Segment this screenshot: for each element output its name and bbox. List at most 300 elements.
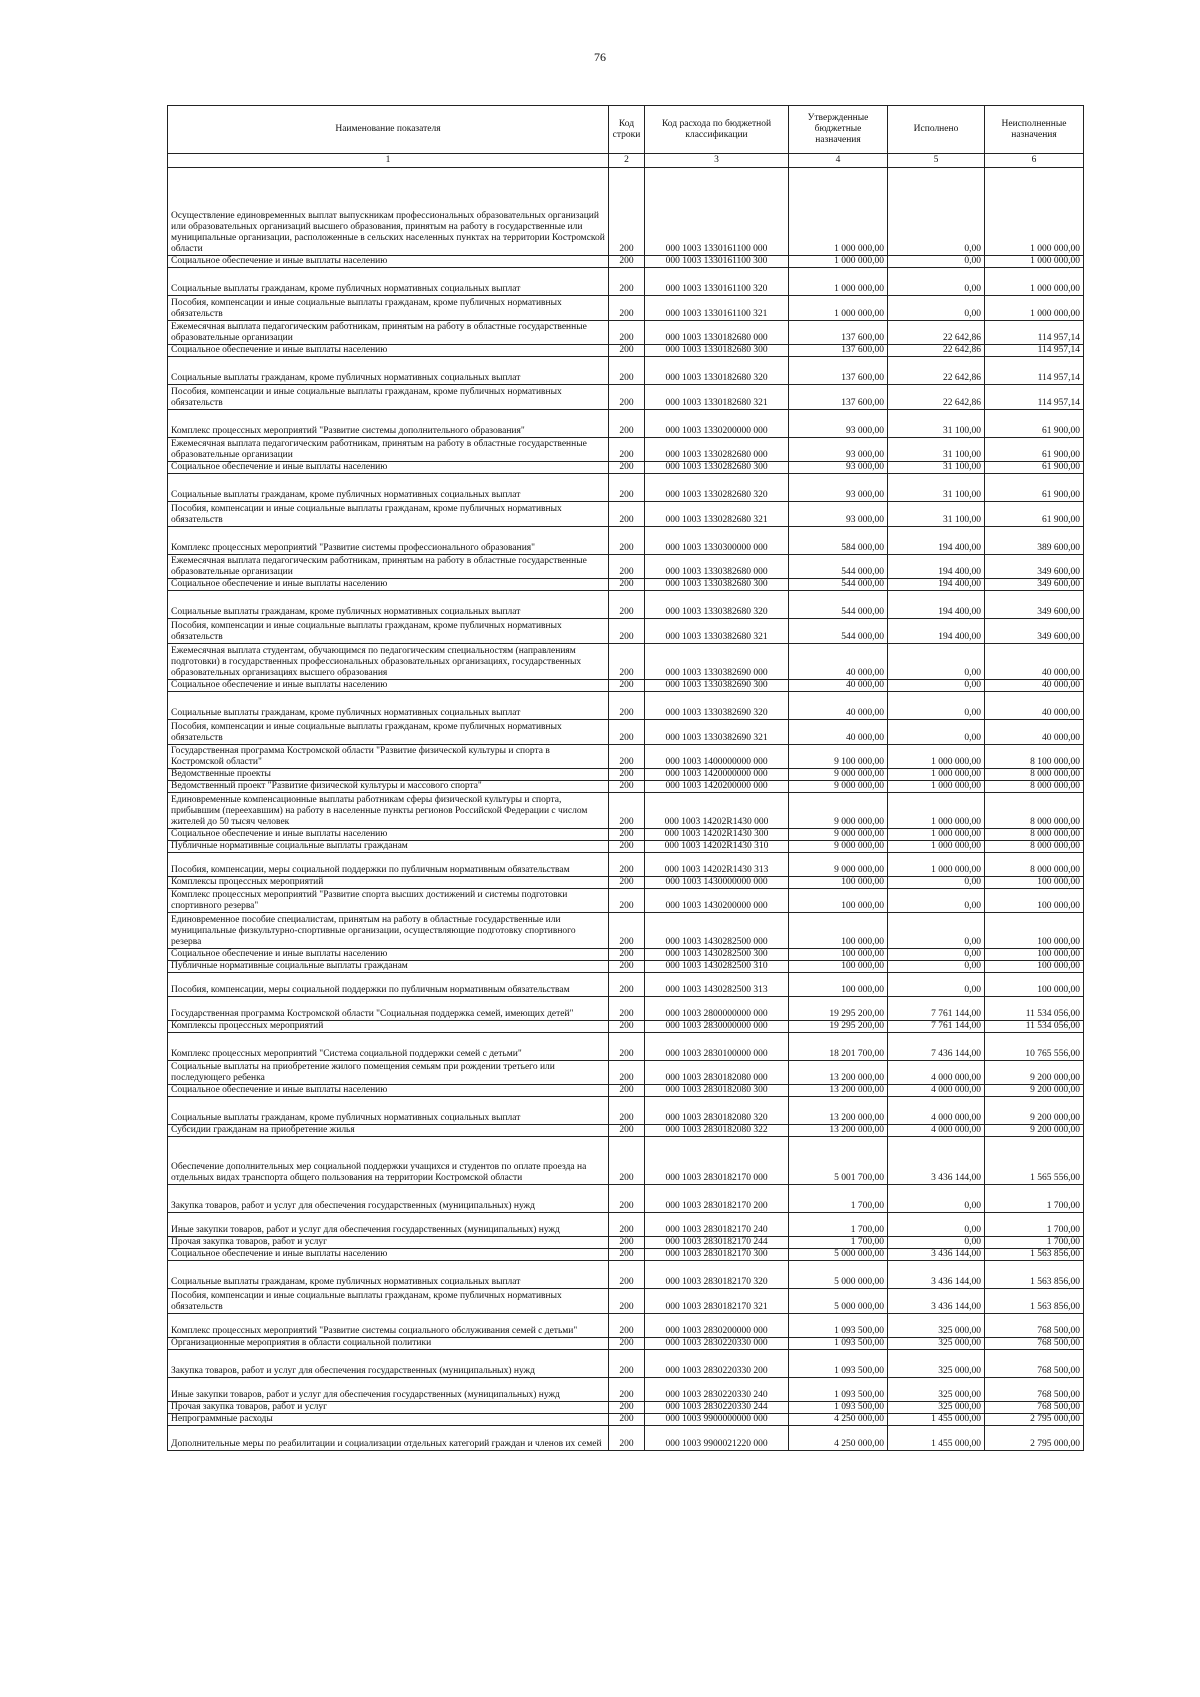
- table-row: [168, 973, 1084, 997]
- cell-classification-code: 000 1003 1400000000 000: [645, 745, 789, 769]
- cell-line-code: 200: [609, 680, 645, 692]
- header-classification: Код расхода по бюджетной классификации: [645, 106, 789, 154]
- table-row: [168, 296, 1084, 321]
- cell-classification-code: 000 1003 14202R1430 000: [645, 793, 789, 829]
- cell-remaining: 114 957,14: [985, 321, 1084, 345]
- cell-executed: 3 436 144,00: [888, 1289, 985, 1314]
- cell-classification-code: 000 1003 14202R1430 300: [645, 829, 789, 841]
- header-name: Наименование показателя: [168, 106, 609, 154]
- table-row: [168, 1097, 1084, 1125]
- cell-executed: 194 400,00: [888, 619, 985, 644]
- cell-name: Пособия, компенсации и иные социальные выплаты гражданам, кроме публичных нормативных обязательств: [168, 385, 609, 410]
- cell-line-code: 200: [609, 256, 645, 268]
- cell-name: Социальное обеспечение и иные выплаты населению: [168, 949, 609, 961]
- table-row: [168, 321, 1084, 345]
- cell-approved: 9 000 000,00: [789, 793, 888, 829]
- table-row: [168, 1350, 1084, 1378]
- cell-line-code: 200: [609, 410, 645, 438]
- cell-executed: 4 000 000,00: [888, 1097, 985, 1125]
- cell-remaining: 114 957,14: [985, 385, 1084, 410]
- cell-executed: 0,00: [888, 973, 985, 997]
- cell-executed: 0,00: [888, 913, 985, 949]
- cell-approved: 544 000,00: [789, 555, 888, 579]
- cell-name: Осуществление единовременных выплат выпускникам профессиональных образовательных организаций или образовательных организаций высшего образования, принятым на работу в государственные или муниципальные организации, расположенные в сельских населенных пунктах на территории Костромской области: [168, 168, 609, 256]
- cell-executed: 3 436 144,00: [888, 1261, 985, 1289]
- cell-executed: 1 000 000,00: [888, 853, 985, 877]
- cell-remaining: 61 900,00: [985, 410, 1084, 438]
- table-row: [168, 462, 1084, 474]
- cell-line-code: 200: [609, 1426, 645, 1451]
- cell-classification-code: 000 1003 2830182080 000: [645, 1061, 789, 1085]
- cell-remaining: 8 000 000,00: [985, 793, 1084, 829]
- cell-remaining: 100 000,00: [985, 913, 1084, 949]
- cell-approved: 1 093 500,00: [789, 1402, 888, 1414]
- cell-classification-code: 000 1003 1430282500 313: [645, 973, 789, 997]
- cell-name: Социальное обеспечение и иные выплаты населению: [168, 1085, 609, 1097]
- cell-approved: 13 200 000,00: [789, 1097, 888, 1125]
- cell-classification-code: 000 1003 2830100000 000: [645, 1033, 789, 1061]
- cell-name: Пособия, компенсации и иные социальные выплаты гражданам, кроме публичных нормативных обязательств: [168, 720, 609, 745]
- cell-executed: 1 000 000,00: [888, 829, 985, 841]
- cell-line-code: 200: [609, 1289, 645, 1314]
- cell-approved: 100 000,00: [789, 889, 888, 913]
- cell-classification-code: 000 1003 1330200000 000: [645, 410, 789, 438]
- cell-remaining: 40 000,00: [985, 692, 1084, 720]
- header-code: Код строки: [609, 106, 645, 154]
- cell-classification-code: 000 1003 2830220330 240: [645, 1378, 789, 1402]
- cell-executed: 0,00: [888, 1213, 985, 1237]
- cell-executed: 1 000 000,00: [888, 781, 985, 793]
- cell-approved: 1 093 500,00: [789, 1338, 888, 1350]
- cell-line-code: 200: [609, 1338, 645, 1350]
- cell-approved: 13 200 000,00: [789, 1061, 888, 1085]
- cell-classification-code: 000 1003 1330182680 321: [645, 385, 789, 410]
- cell-name: Пособия, компенсации и иные социальные выплаты гражданам, кроме публичных нормативных обязательств: [168, 1289, 609, 1314]
- cell-classification-code: 000 1003 14202R1430 313: [645, 853, 789, 877]
- table-row: [168, 579, 1084, 591]
- cell-name: Иные закупки товаров, работ и услуг для обеспечения государственных (муниципальных) нужд: [168, 1378, 609, 1402]
- cell-name: Ежемесячная выплата студентам, обучающимся по педагогическим специальностям (направлениям подготовки) в государственных профессиональных образовательных организациях, государственных образовательных организациях высшего образования: [168, 644, 609, 680]
- cell-name: Социальные выплаты на приобретение жилого помещения семьям при рождении третьего или последующего ребенка: [168, 1061, 609, 1085]
- cell-name: Комплекс процессных мероприятий "Развитие системы профессионального образования": [168, 527, 609, 555]
- cell-name: Ежемесячная выплата педагогическим работникам, принятым на работу в областные государственные образовательные организации: [168, 438, 609, 462]
- cell-remaining: 114 957,14: [985, 345, 1084, 357]
- cell-executed: 194 400,00: [888, 579, 985, 591]
- cell-executed: 22 642,86: [888, 357, 985, 385]
- cell-classification-code: 000 1003 14202R1430 310: [645, 841, 789, 853]
- cell-name: Субсидии гражданам на приобретение жилья: [168, 1125, 609, 1137]
- cell-name: Публичные нормативные социальные выплаты гражданам: [168, 841, 609, 853]
- cell-remaining: 349 600,00: [985, 619, 1084, 644]
- cell-classification-code: 000 1003 2830182170 320: [645, 1261, 789, 1289]
- cell-executed: 325 000,00: [888, 1378, 985, 1402]
- cell-executed: 0,00: [888, 720, 985, 745]
- cell-approved: 93 000,00: [789, 462, 888, 474]
- cell-line-code: 200: [609, 168, 645, 256]
- cell-executed: 0,00: [888, 268, 985, 296]
- cell-approved: 93 000,00: [789, 438, 888, 462]
- cell-classification-code: 000 1003 1330161100 321: [645, 296, 789, 321]
- cell-name: Пособия, компенсации, меры социальной поддержки по публичным нормативным обязательствам: [168, 853, 609, 877]
- cell-approved: 137 600,00: [789, 321, 888, 345]
- cell-line-code: 200: [609, 973, 645, 997]
- cell-executed: 3 436 144,00: [888, 1137, 985, 1185]
- cell-executed: 31 100,00: [888, 462, 985, 474]
- cell-approved: 9 100 000,00: [789, 745, 888, 769]
- cell-name: Прочая закупка товаров, работ и услуг: [168, 1402, 609, 1414]
- cell-name: Социальные выплаты гражданам, кроме публичных нормативных социальных выплат: [168, 474, 609, 502]
- table-row: [168, 619, 1084, 644]
- cell-remaining: 768 500,00: [985, 1378, 1084, 1402]
- cell-classification-code: 000 1003 2830182170 300: [645, 1249, 789, 1261]
- cell-line-code: 200: [609, 438, 645, 462]
- table-row: [168, 168, 1084, 256]
- cell-line-code: 200: [609, 644, 645, 680]
- cell-executed: 0,00: [888, 949, 985, 961]
- cell-classification-code: 000 1003 1420200000 000: [645, 781, 789, 793]
- cell-approved: 93 000,00: [789, 410, 888, 438]
- cell-approved: 100 000,00: [789, 973, 888, 997]
- cell-line-code: 200: [609, 793, 645, 829]
- table-row: [168, 1426, 1084, 1451]
- cell-line-code: 200: [609, 502, 645, 527]
- budget-execution-table: [167, 105, 1084, 1451]
- cell-classification-code: 000 1003 1330282680 321: [645, 502, 789, 527]
- cell-classification-code: 000 1003 1330282680 000: [645, 438, 789, 462]
- cell-name: Социальные выплаты гражданам, кроме публичных нормативных социальных выплат: [168, 268, 609, 296]
- cell-name: Непрограммные расходы: [168, 1414, 609, 1426]
- table-row: [168, 680, 1084, 692]
- cell-approved: 137 600,00: [789, 357, 888, 385]
- cell-approved: 544 000,00: [789, 579, 888, 591]
- cell-remaining: 40 000,00: [985, 720, 1084, 745]
- table-row: [168, 745, 1084, 769]
- cell-line-code: 200: [609, 579, 645, 591]
- cell-remaining: 349 600,00: [985, 579, 1084, 591]
- cell-executed: 0,00: [888, 644, 985, 680]
- cell-executed: 325 000,00: [888, 1350, 985, 1378]
- table-row: [168, 438, 1084, 462]
- cell-line-code: 200: [609, 1249, 645, 1261]
- table-row: [168, 357, 1084, 385]
- cell-name: Социальное обеспечение и иные выплаты населению: [168, 1249, 609, 1261]
- cell-name: Социальное обеспечение и иные выплаты населению: [168, 345, 609, 357]
- cell-classification-code: 000 1003 1330161100 320: [645, 268, 789, 296]
- table-row: [168, 781, 1084, 793]
- cell-classification-code: 000 1003 1330182680 000: [645, 321, 789, 345]
- cell-approved: 18 201 700,00: [789, 1033, 888, 1061]
- cell-classification-code: 000 1003 1430282500 000: [645, 913, 789, 949]
- cell-name: Публичные нормативные социальные выплаты гражданам: [168, 961, 609, 973]
- cell-executed: 4 000 000,00: [888, 1085, 985, 1097]
- cell-name: Социальное обеспечение и иные выплаты населению: [168, 680, 609, 692]
- table-column-numbers-row: [168, 154, 1084, 168]
- column-number: 5: [888, 154, 985, 168]
- cell-executed: 0,00: [888, 1237, 985, 1249]
- cell-line-code: 200: [609, 949, 645, 961]
- cell-executed: 7 761 144,00: [888, 997, 985, 1021]
- cell-name: Ведомственный проект "Развитие физической культуры и массового спорта": [168, 781, 609, 793]
- cell-line-code: 200: [609, 961, 645, 973]
- cell-remaining: 61 900,00: [985, 502, 1084, 527]
- cell-name: Ежемесячная выплата педагогическим работникам, принятым на работу в областные государственные образовательные организации: [168, 321, 609, 345]
- cell-name: Социальные выплаты гражданам, кроме публичных нормативных социальных выплат: [168, 357, 609, 385]
- table-row: [168, 1249, 1084, 1261]
- cell-approved: 40 000,00: [789, 692, 888, 720]
- cell-line-code: 200: [609, 385, 645, 410]
- cell-remaining: 1 563 856,00: [985, 1261, 1084, 1289]
- cell-approved: 5 000 000,00: [789, 1289, 888, 1314]
- table-row: [168, 555, 1084, 579]
- cell-executed: 325 000,00: [888, 1402, 985, 1414]
- cell-name: Государственная программа Костромской области "Развитие физической культуры и спорта в Костромской области": [168, 745, 609, 769]
- cell-name: Ежемесячная выплата педагогическим работникам, принятым на работу в областные государственные образовательные организации: [168, 555, 609, 579]
- cell-line-code: 200: [609, 1378, 645, 1402]
- cell-remaining: 1 565 556,00: [985, 1137, 1084, 1185]
- cell-classification-code: 000 1003 1330382680 321: [645, 619, 789, 644]
- cell-classification-code: 000 1003 2830182170 321: [645, 1289, 789, 1314]
- page-number: 76: [594, 50, 606, 64]
- cell-line-code: 200: [609, 321, 645, 345]
- cell-line-code: 200: [609, 720, 645, 745]
- cell-approved: 137 600,00: [789, 385, 888, 410]
- cell-line-code: 200: [609, 345, 645, 357]
- cell-name: Социальные выплаты гражданам, кроме публичных нормативных социальных выплат: [168, 591, 609, 619]
- cell-line-code: 200: [609, 1061, 645, 1085]
- cell-name: Комплекс процессных мероприятий "Развитие системы социального обслуживания семей с детьми": [168, 1314, 609, 1338]
- cell-approved: 9 000 000,00: [789, 769, 888, 781]
- cell-approved: 4 250 000,00: [789, 1414, 888, 1426]
- cell-classification-code: 000 1003 1430000000 000: [645, 877, 789, 889]
- cell-approved: 1 000 000,00: [789, 168, 888, 256]
- cell-executed: 7 761 144,00: [888, 1021, 985, 1033]
- table-row: [168, 345, 1084, 357]
- cell-classification-code: 000 1003 1330161100 000: [645, 168, 789, 256]
- cell-line-code: 200: [609, 527, 645, 555]
- table-row: [168, 591, 1084, 619]
- table-row: [168, 853, 1084, 877]
- cell-line-code: 200: [609, 692, 645, 720]
- cell-classification-code: 000 1003 1330161100 300: [645, 256, 789, 268]
- cell-name: Иные закупки товаров, работ и услуг для обеспечения государственных (муниципальных) нужд: [168, 1213, 609, 1237]
- cell-executed: 31 100,00: [888, 438, 985, 462]
- cell-name: Организационные мероприятия в области социальной политики: [168, 1338, 609, 1350]
- cell-line-code: 200: [609, 474, 645, 502]
- table-row: [168, 1338, 1084, 1350]
- cell-classification-code: 000 1003 1330300000 000: [645, 527, 789, 555]
- cell-line-code: 200: [609, 1021, 645, 1033]
- cell-line-code: 200: [609, 769, 645, 781]
- header-executed: Исполнено: [888, 106, 985, 154]
- cell-classification-code: 000 1003 1330382680 300: [645, 579, 789, 591]
- cell-approved: 9 000 000,00: [789, 781, 888, 793]
- cell-classification-code: 000 1003 1330382690 300: [645, 680, 789, 692]
- table-row: [168, 769, 1084, 781]
- table-row: [168, 1378, 1084, 1402]
- cell-approved: 1 700,00: [789, 1237, 888, 1249]
- table-row: [168, 889, 1084, 913]
- cell-line-code: 200: [609, 877, 645, 889]
- cell-classification-code: 000 1003 1330382690 321: [645, 720, 789, 745]
- cell-executed: 1 455 000,00: [888, 1426, 985, 1451]
- cell-name: Пособия, компенсации и иные социальные выплаты гражданам, кроме публичных нормативных обязательств: [168, 296, 609, 321]
- cell-line-code: 200: [609, 619, 645, 644]
- cell-executed: 22 642,86: [888, 345, 985, 357]
- cell-executed: 0,00: [888, 889, 985, 913]
- cell-line-code: 200: [609, 462, 645, 474]
- cell-approved: 1 093 500,00: [789, 1314, 888, 1338]
- column-number: 6: [985, 154, 1084, 168]
- cell-line-code: 200: [609, 1414, 645, 1426]
- table-row: [168, 877, 1084, 889]
- cell-approved: 100 000,00: [789, 913, 888, 949]
- cell-classification-code: 000 1003 1330382690 320: [645, 692, 789, 720]
- cell-line-code: 200: [609, 745, 645, 769]
- cell-approved: 1 093 500,00: [789, 1378, 888, 1402]
- cell-name: Социальное обеспечение и иные выплаты населению: [168, 829, 609, 841]
- cell-approved: 1 000 000,00: [789, 256, 888, 268]
- cell-approved: 19 295 200,00: [789, 997, 888, 1021]
- table-row: [168, 1402, 1084, 1414]
- cell-name: Комплексы процессных мероприятий: [168, 1021, 609, 1033]
- table-row: [168, 268, 1084, 296]
- cell-line-code: 200: [609, 555, 645, 579]
- cell-classification-code: 000 1003 9900021220 000: [645, 1426, 789, 1451]
- table-row: [168, 1085, 1084, 1097]
- cell-classification-code: 000 1003 2830182080 320: [645, 1097, 789, 1125]
- cell-executed: 0,00: [888, 256, 985, 268]
- cell-classification-code: 000 1003 1330182680 300: [645, 345, 789, 357]
- cell-approved: 40 000,00: [789, 644, 888, 680]
- cell-approved: 1 000 000,00: [789, 296, 888, 321]
- column-number: 3: [645, 154, 789, 168]
- cell-remaining: 8 000 000,00: [985, 781, 1084, 793]
- cell-classification-code: 000 1003 2830220330 200: [645, 1350, 789, 1378]
- table-row: [168, 410, 1084, 438]
- cell-remaining: 768 500,00: [985, 1402, 1084, 1414]
- cell-classification-code: 000 1003 2830182170 000: [645, 1137, 789, 1185]
- cell-classification-code: 000 1003 1430282500 300: [645, 949, 789, 961]
- column-number: 2: [609, 154, 645, 168]
- cell-line-code: 200: [609, 268, 645, 296]
- cell-remaining: 11 534 056,00: [985, 997, 1084, 1021]
- cell-executed: 194 400,00: [888, 527, 985, 555]
- cell-classification-code: 000 1003 1330382690 000: [645, 644, 789, 680]
- cell-approved: 9 000 000,00: [789, 829, 888, 841]
- table-row: [168, 829, 1084, 841]
- table-row: [168, 913, 1084, 949]
- column-number: 1: [168, 154, 609, 168]
- cell-remaining: 61 900,00: [985, 438, 1084, 462]
- cell-line-code: 200: [609, 1261, 645, 1289]
- cell-remaining: 8 000 000,00: [985, 841, 1084, 853]
- cell-executed: 7 436 144,00: [888, 1033, 985, 1061]
- cell-remaining: 1 000 000,00: [985, 256, 1084, 268]
- cell-classification-code: 000 1003 9900000000 000: [645, 1414, 789, 1426]
- cell-classification-code: 000 1003 2830182170 240: [645, 1213, 789, 1237]
- cell-line-code: 200: [609, 1402, 645, 1414]
- cell-name: Социальное обеспечение и иные выплаты населению: [168, 256, 609, 268]
- cell-name: Комплексы процессных мероприятий: [168, 877, 609, 889]
- cell-executed: 0,00: [888, 961, 985, 973]
- cell-remaining: 1 563 856,00: [985, 1249, 1084, 1261]
- cell-executed: 22 642,86: [888, 385, 985, 410]
- cell-executed: 1 000 000,00: [888, 769, 985, 781]
- cell-remaining: 389 600,00: [985, 527, 1084, 555]
- cell-approved: 1 700,00: [789, 1185, 888, 1213]
- cell-classification-code: 000 1003 2830182080 300: [645, 1085, 789, 1097]
- cell-classification-code: 000 1003 1330182680 320: [645, 357, 789, 385]
- cell-approved: 40 000,00: [789, 720, 888, 745]
- cell-executed: 325 000,00: [888, 1314, 985, 1338]
- cell-remaining: 768 500,00: [985, 1338, 1084, 1350]
- cell-executed: 194 400,00: [888, 591, 985, 619]
- cell-remaining: 1 000 000,00: [985, 168, 1084, 256]
- cell-line-code: 200: [609, 296, 645, 321]
- cell-line-code: 200: [609, 841, 645, 853]
- cell-name: Единовременное пособие специалистам, принятым на работу в областные государственные или муниципальные физкультурно-спортивные организации, осуществляющие подготовку спортивного резерва: [168, 913, 609, 949]
- cell-executed: 0,00: [888, 296, 985, 321]
- cell-line-code: 200: [609, 1085, 645, 1097]
- cell-name: Социальные выплаты гражданам, кроме публичных нормативных социальных выплат: [168, 1261, 609, 1289]
- cell-approved: 13 200 000,00: [789, 1085, 888, 1097]
- table-row: [168, 793, 1084, 829]
- cell-name: Пособия, компенсации и иные социальные выплаты гражданам, кроме публичных нормативных обязательств: [168, 502, 609, 527]
- cell-line-code: 200: [609, 781, 645, 793]
- table-row: [168, 502, 1084, 527]
- cell-line-code: 200: [609, 913, 645, 949]
- cell-approved: 5 000 000,00: [789, 1249, 888, 1261]
- cell-executed: 194 400,00: [888, 555, 985, 579]
- cell-approved: 93 000,00: [789, 474, 888, 502]
- cell-approved: 100 000,00: [789, 877, 888, 889]
- cell-remaining: 61 900,00: [985, 474, 1084, 502]
- cell-name: Единовременные компенсационные выплаты работникам сферы физической культуры и спорта, прибывшим (переехавшим) на работу в населенные пункты регионов Российской Федерации с числом жителей до 50 тысяч человек: [168, 793, 609, 829]
- cell-name: Комплекс процессных мероприятий "Система социальной поддержки семей с детьми": [168, 1033, 609, 1061]
- cell-name: Социальное обеспечение и иные выплаты населению: [168, 462, 609, 474]
- cell-name: Социальные выплаты гражданам, кроме публичных нормативных социальных выплат: [168, 692, 609, 720]
- cell-executed: 0,00: [888, 692, 985, 720]
- cell-executed: 3 436 144,00: [888, 1249, 985, 1261]
- cell-executed: 1 000 000,00: [888, 745, 985, 769]
- cell-remaining: 10 765 556,00: [985, 1033, 1084, 1061]
- cell-executed: 0,00: [888, 680, 985, 692]
- cell-remaining: 100 000,00: [985, 973, 1084, 997]
- cell-remaining: 100 000,00: [985, 889, 1084, 913]
- cell-remaining: 349 600,00: [985, 555, 1084, 579]
- cell-name: Социальные выплаты гражданам, кроме публичных нормативных социальных выплат: [168, 1097, 609, 1125]
- cell-classification-code: 000 1003 1330282680 320: [645, 474, 789, 502]
- cell-remaining: 768 500,00: [985, 1350, 1084, 1378]
- cell-line-code: 200: [609, 1237, 645, 1249]
- table-row: [168, 385, 1084, 410]
- cell-line-code: 200: [609, 1033, 645, 1061]
- cell-remaining: 8 000 000,00: [985, 769, 1084, 781]
- table-row: [168, 474, 1084, 502]
- cell-remaining: 1 700,00: [985, 1213, 1084, 1237]
- cell-executed: 1 455 000,00: [888, 1414, 985, 1426]
- cell-line-code: 200: [609, 997, 645, 1021]
- table-row: [168, 1185, 1084, 1213]
- cell-name: Комплекс процессных мероприятий "Развитие спорта высших достижений и системы подготовки спортивного резерва": [168, 889, 609, 913]
- cell-executed: 0,00: [888, 168, 985, 256]
- cell-remaining: 349 600,00: [985, 591, 1084, 619]
- cell-classification-code: 000 1003 1330382680 320: [645, 591, 789, 619]
- cell-name: Социальное обеспечение и иные выплаты населению: [168, 579, 609, 591]
- table-row: [168, 1213, 1084, 1237]
- cell-name: Закупка товаров, работ и услуг для обеспечения государственных (муниципальных) нужд: [168, 1185, 609, 1213]
- cell-remaining: 100 000,00: [985, 877, 1084, 889]
